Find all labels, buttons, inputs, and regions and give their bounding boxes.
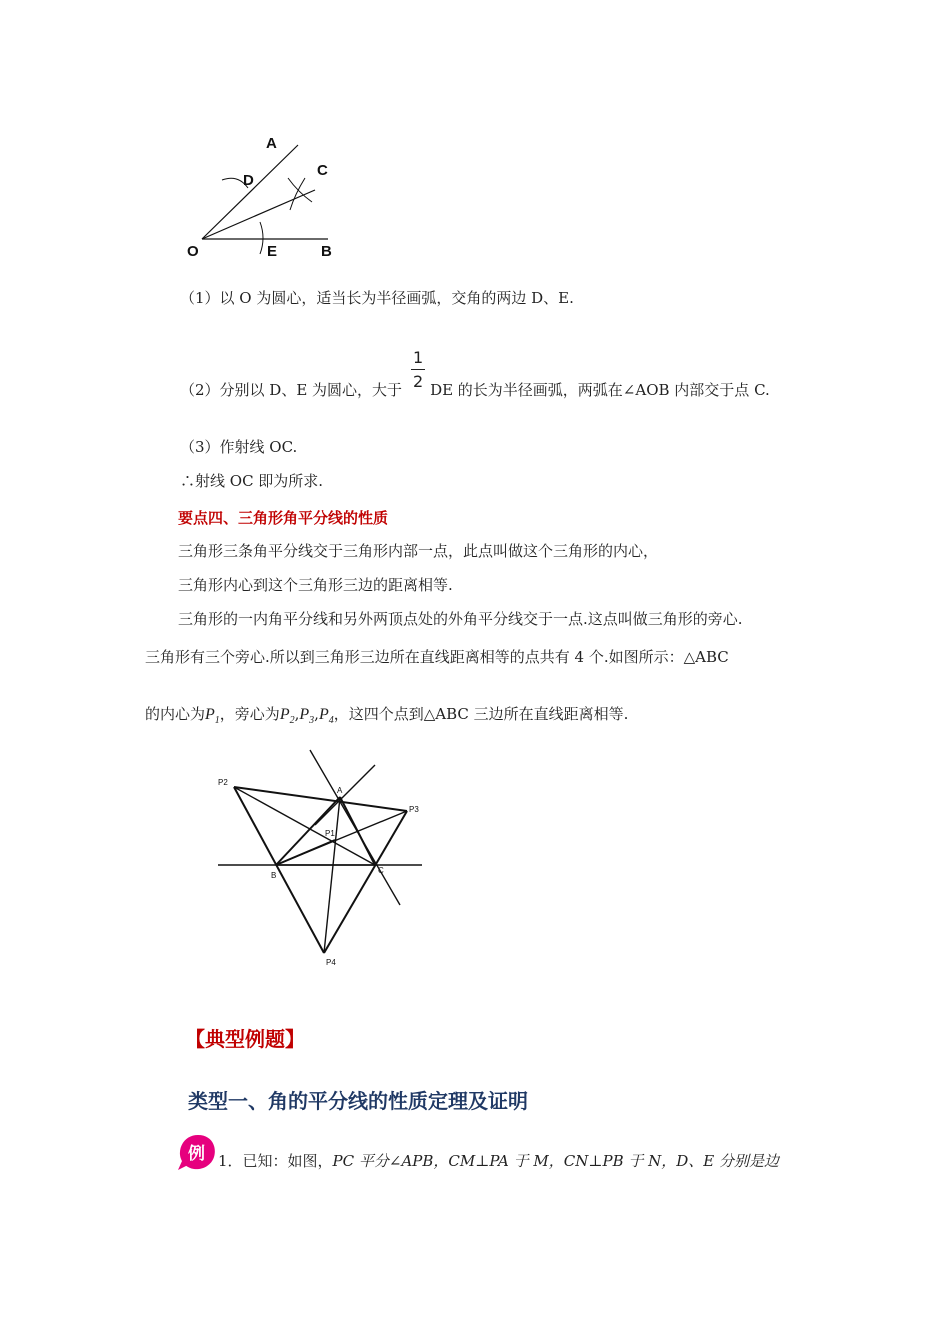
step-2-prefix: （2）分别以 D、E 为圆心，大于 <box>180 381 403 399</box>
example-badge-icon <box>178 1133 218 1171</box>
fraction-numerator: 1 <box>413 348 424 367</box>
line-5-prefix: 的内心为 <box>145 705 206 723</box>
fraction-bar <box>411 369 425 370</box>
step-2 <box>180 380 770 400</box>
label-P2: P2 <box>218 778 228 787</box>
point-p4: $P_4$ <box>318 706 334 727</box>
label-B: B <box>321 243 332 260</box>
label-D: D <box>243 172 254 189</box>
line-5-mid: ，旁心为 <box>219 705 280 723</box>
label-P4: P4 <box>326 958 336 967</box>
angle-bisector-figure <box>180 130 350 265</box>
step-2-suffix: DE 的长为半径画弧，两弧在∠AOB 内部交于点 C. <box>430 381 770 399</box>
point-p1: $P_1$ <box>205 706 220 727</box>
point-p2: $P_2$ <box>279 706 295 727</box>
label-P1: P1 <box>325 829 335 838</box>
keypoint-line-4: 三角形有三个旁心.所以到三角形三边所在直线距离相等的点共有 4 个.如图所示：△ABC <box>145 648 729 666</box>
step-1: （1）以 O 为圆心，适当长为半径画弧，交角的两边 D、E. <box>180 289 574 307</box>
label-B: B <box>271 871 277 880</box>
type-1-heading: 类型一、角的平分线的性质定理及证明 <box>188 1089 528 1113</box>
label-A: A <box>266 135 277 152</box>
keypoint-heading: 要点四、三角形角平分线的性质 <box>178 509 389 527</box>
examples-title: 【典型例题】 <box>185 1027 305 1051</box>
question-1-prefix: 1．已知：如图， <box>218 1152 333 1170</box>
question-1-body: PC 平分∠APB，CM⊥PA 于 M，CN⊥PB 于 N，D、E 分别是边 <box>332 1152 780 1170</box>
keypoint-line-1: 三角形三条角平分线交于三角形内部一点，此点叫做这个三角形的内心， <box>178 542 659 560</box>
label-O: O <box>187 243 199 260</box>
keypoint-line-3: 三角形的一内角平分线和另外两顶点处的外角平分线交于一点.这点叫做三角形的旁心. <box>178 610 743 628</box>
svg-text:例: 例 <box>188 1144 205 1164</box>
label-A: A <box>337 786 343 795</box>
incenter-excenter-figure <box>210 745 430 970</box>
line-5-suffix: ，这四个点到△ABC 三边所在直线距离相等. <box>333 705 629 723</box>
keypoint-line-5: 的内心为$P_1$，旁心为$P_2,P_3,P_4$，这四个点到△ABC 三边所在直线距离相等. <box>145 705 629 727</box>
label-C: C <box>378 866 384 875</box>
label-C: C <box>317 162 328 179</box>
point-p3: $P_3$ <box>299 706 315 727</box>
label-P3: P3 <box>409 805 419 814</box>
conclusion: ∴射线 OC 即为所求. <box>180 472 324 490</box>
label-E: E <box>267 243 278 260</box>
step-3: （3）作射线 OC. <box>180 438 298 456</box>
keypoint-line-2: 三角形内心到这个三角形三边的距离相等. <box>178 576 453 594</box>
question-1 <box>218 1151 779 1171</box>
fraction-denominator: 2 <box>413 372 424 391</box>
